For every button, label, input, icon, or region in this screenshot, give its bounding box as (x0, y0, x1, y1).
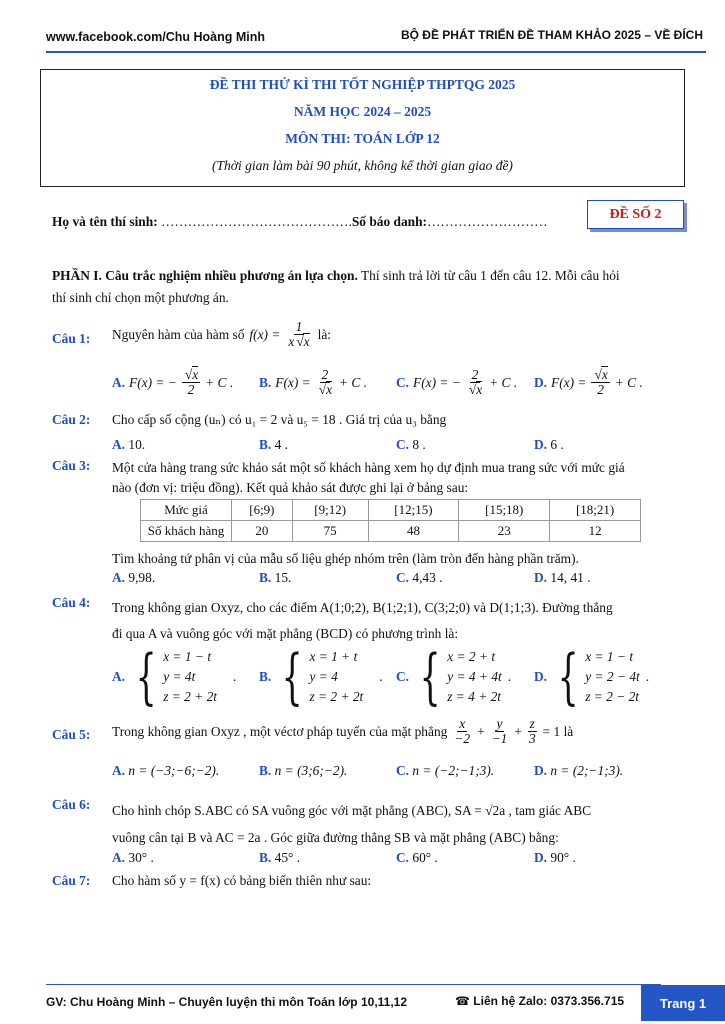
q3-b-value: 15. (274, 570, 292, 585)
q6-c-value: 60° . (412, 850, 438, 865)
q1-denominator (286, 335, 311, 349)
q5-f1-den: −2 (454, 731, 471, 747)
q3-d-letter: D. (534, 570, 548, 585)
q1-label: Câu 1: (52, 331, 91, 346)
table-cell: Số khách hàng (141, 521, 232, 542)
q2-c-letter: C. (396, 437, 410, 452)
q4-line2: đi qua A và vuông góc với mặt phẳng (BCD) có phương trình là: (112, 626, 459, 641)
q1-b-num: 2 (321, 367, 329, 382)
subject: MÔN THI: TOÁN LỚP 12 (285, 131, 440, 146)
q3-c-value: 4,43 . (412, 570, 443, 585)
q4-d-eq-z: z = 2 − 2t (585, 689, 640, 704)
q4-b-eq-x: x = 1 + t (309, 649, 358, 664)
q5-c-letter: C. (396, 763, 410, 778)
q4-d-letter: D. (534, 669, 548, 684)
q1-a-pre: F(x) = − (129, 374, 177, 390)
q6-b-value: 45° . (274, 850, 301, 865)
q1-den-x: x (288, 334, 295, 350)
q4-b-letter: B. (259, 669, 272, 684)
q6-option-d[interactable] (534, 850, 576, 866)
q2-a-value: 10. (128, 437, 146, 452)
q1-d-num: √ x (601, 366, 607, 382)
q5-d-value: n = (2;−1;3). (550, 763, 624, 778)
q1-d-den: 2 (597, 382, 604, 398)
q5-frac-x (452, 717, 472, 746)
q5-f3-den: 3 (528, 731, 536, 747)
student-id-label: Số báo danh: (351, 214, 428, 229)
q6-stem (112, 797, 687, 851)
q1-option-d-letter: D. (534, 374, 548, 390)
q4-a-eq-z: z = 2 + 2t (163, 689, 218, 704)
header-divider (46, 51, 706, 53)
table-row (141, 521, 641, 542)
q4-stem (112, 595, 687, 647)
q1-option-a-letter: A. (112, 374, 126, 390)
phone-icon: ☎ (455, 994, 470, 1008)
q1-numerator: 1 (295, 319, 303, 334)
page-number-badge: Trang 1 (641, 985, 725, 1021)
table-cell: 48 (368, 521, 459, 542)
q3-d-value: 14, 41 . (550, 570, 591, 585)
table-cell: [9;12) (292, 500, 368, 521)
q4-c-eq-y: y = 4 + 4t (447, 669, 502, 684)
q1-b-frac (316, 368, 334, 397)
table-header-row (141, 500, 641, 521)
q2-text: Cho cấp số cộng (uₙ) có u₁ = 2 và u₅ = 18 . Giá trị của u₃ bằng (112, 412, 447, 427)
q2-a-letter: A. (112, 437, 126, 452)
q1-d-pre: F(x) = (551, 374, 587, 390)
q1-a-den: 2 (187, 382, 195, 398)
q6-d-value: 90° . (550, 850, 576, 865)
q4-d-eq-y: y = 2 − 4t (585, 669, 640, 684)
q1-option-c[interactable] (396, 368, 517, 397)
q1-b-pre: F(x) = (275, 374, 311, 390)
q2-label: Câu 2: (52, 412, 91, 427)
q2-option-d[interactable] (534, 437, 564, 453)
q4-option-a[interactable]: A. { x = 1 − t y = 4t z = 2 + 2t . (112, 642, 237, 712)
q4-option-d[interactable]: D. { x = 1 − t y = 2 − 4t z = 2 − 2t . (534, 642, 650, 712)
q3-stem (112, 458, 682, 498)
q1-c-pre: F(x) = − (413, 374, 461, 390)
table-cell: 23 (459, 521, 550, 542)
q2-b-value: 4 . (274, 437, 289, 452)
footer-contact (455, 994, 624, 1008)
q6-d-letter: D. (534, 850, 548, 865)
q1-c-den: √ x (476, 381, 482, 397)
q5-c-value: n = (−2;−1;3). (412, 763, 495, 778)
q6-line2: vuông cân tại B và AC = 2a . Góc giữa đường thẳng SB và mặt phẳng (ABC) bằng: (112, 830, 559, 845)
q2-b-letter: B. (259, 437, 272, 452)
q1-c-num: 2 (471, 367, 479, 382)
q1-b-den: √ x (326, 381, 332, 397)
table-cell: Mức giá (141, 500, 232, 521)
q2-option-a[interactable] (112, 437, 145, 453)
table-cell: 75 (292, 521, 368, 542)
q7-text: Cho hàm số y = f(x) có bảng biến thiên như sau: (112, 873, 372, 888)
table-cell: [15;18) (459, 500, 550, 521)
q3-frequency-table (140, 499, 641, 542)
q3-option-c[interactable] (396, 570, 443, 586)
q4-option-b[interactable]: B. { x = 1 + t y = 4 z = 2 + 2t . (259, 642, 383, 712)
q6-c-letter: C. (396, 850, 410, 865)
q7-label: Câu 7: (52, 873, 91, 888)
q5-option-a[interactable] (112, 763, 219, 779)
q1-c-post: + C . (489, 374, 518, 390)
q6-a-letter: A. (112, 850, 126, 865)
q5-d-letter: D. (534, 763, 548, 778)
q1-a-frac (182, 368, 200, 397)
q1-option-b-letter: B. (259, 374, 272, 390)
table-cell: 12 (550, 521, 641, 542)
q3-option-a[interactable] (112, 570, 155, 586)
q5-stem: Trong không gian Oxyz , một véctơ pháp tuyến của mặt phẳng $\frac{x}{-2}$ + $\frac{y}{-1}$ + $\frac{z}{3}$ = 1 là (112, 716, 574, 747)
q1-den-sqrt: √ x (303, 333, 309, 349)
q3-a-letter: A. (112, 570, 126, 585)
q5-a-value: n = (−3;−6;−2). (128, 763, 220, 778)
student-name-label: Họ và tên thí sinh: (52, 214, 158, 229)
q6-option-a[interactable] (112, 850, 154, 866)
part1-text-2: thí sinh chỉ chọn một phương án. (52, 290, 229, 305)
q5-f2-den: −1 (491, 731, 508, 747)
q4-label: Câu 4: (52, 595, 91, 610)
q4-b-eq-y: y = 4 (309, 669, 338, 684)
table-cell: [18;21) (550, 500, 641, 521)
footer-contact-text: Liên hệ Zalo: 0373.356.715 (473, 994, 625, 1008)
exam-duration: (Thời gian làm bài 90 phút, không kể thời gian giao đề) (212, 158, 513, 173)
exam-number-badge: ĐỀ SỐ 2 (587, 200, 684, 229)
footer-divider (46, 984, 661, 985)
q4-b-eq-z: z = 2 + 2t (309, 689, 364, 704)
q1-end: là: (317, 326, 332, 342)
q2-option-b[interactable] (259, 437, 288, 453)
q6-option-c[interactable] (396, 850, 438, 866)
q5-option-b[interactable] (259, 763, 347, 779)
q3-line1: Một cửa hàng trang sức khảo sát một số khách hàng xem họ dự định mua trang sức với mức giá (112, 460, 625, 475)
q3-label: Câu 3: (52, 458, 91, 473)
q1-text: Nguyên hàm của hàm số (112, 326, 245, 342)
student-id-blank: ……………………… (427, 214, 548, 229)
q6-option-b[interactable] (259, 850, 300, 866)
q4-line1: Trong không gian Oxyz, cho các điểm A(1;0;2), B(1;2;1), C(3;2;0) và D(1;1;3). Đường thẳng (112, 600, 613, 615)
table-cell: 20 (232, 521, 293, 542)
student-info-line (52, 214, 548, 230)
header-series-title: BỘ ĐỀ PHÁT TRIỂN ĐỀ THAM KHẢO 2025 – VỀ ĐÍCH (400, 28, 703, 42)
q3-question: Tìm khoảng tứ phân vị của mẫu số liệu ghép nhóm trên (làm tròn đến hàng phần trăm). (112, 551, 579, 566)
q5-frac-z (527, 717, 538, 746)
q3-option-b[interactable] (259, 570, 291, 586)
q4-c-eq-z: z = 4 + 2t (447, 689, 502, 704)
student-name-blank: ……………………………………. (157, 214, 352, 229)
q3-c-letter: C. (396, 570, 410, 585)
q1-d-frac (591, 368, 609, 397)
q4-a-end: . (233, 669, 237, 684)
q1-fraction (286, 320, 311, 349)
q3-line2: nào (đơn vị: triệu đồng). Kết quả khảo sát được ghi lại ở bảng sau: (112, 480, 469, 495)
footer-teacher: GV: Chu Hoàng Minh – Chuyên luyện thi môn Toán lớp 10,11,12 (46, 995, 408, 1009)
school-year: NĂM HỌC 2024 – 2025 (293, 104, 432, 119)
q5-b-letter: B. (259, 763, 272, 778)
table-cell: [6;9) (232, 500, 293, 521)
q3-b-letter: B. (259, 570, 272, 585)
q5-option-d[interactable] (534, 763, 623, 779)
table-cell: [12;15) (368, 500, 459, 521)
q5-frac-y (490, 717, 510, 746)
q2-d-value: 6 . (550, 437, 564, 452)
q5-b-value: n = (3;6;−2). (274, 763, 348, 778)
q2-c-value: 8 . (412, 437, 426, 452)
q1-stem (112, 320, 331, 349)
q1-option-a[interactable] (112, 368, 233, 397)
q5-label: Câu 5: (52, 727, 91, 742)
part1-text: Thí sinh trả lời từ câu 1 đến câu 12. Mỗi câu hỏi (357, 268, 620, 283)
q5-eq: = 1 là (542, 723, 574, 739)
q1-option-b[interactable] (259, 368, 367, 397)
q1-fx: f(x) = (249, 326, 281, 342)
q4-a-eq-x: x = 1 − t (163, 649, 212, 664)
q1-d-post: + C . (614, 374, 643, 390)
q4-a-eq-y: y = 4t (163, 669, 196, 684)
exam-title: ĐỀ THI THỬ KÌ THI TỐT NGHIỆP THPTQG 2025 (209, 77, 516, 92)
q6-b-letter: B. (259, 850, 272, 865)
q1-c-frac (466, 368, 484, 397)
q2-d-letter: D. (534, 437, 548, 452)
q5-f1-num: x (459, 716, 466, 731)
q5-text: Trong không gian Oxyz , một véctơ pháp tuyến của mặt phẳng (112, 723, 448, 739)
part1-heading: PHẦN I. Câu trắc nghiệm nhiều phương án lựa chọn. (52, 268, 358, 283)
q1-b-post: + C . (339, 374, 368, 390)
q4-c-eq-x: x = 2 + t (447, 649, 496, 664)
header-facebook-link: www.facebook.com/Chu Hoàng Minh (46, 30, 265, 44)
q4-c-letter: C. (396, 669, 410, 684)
q4-option-c[interactable]: C. { x = 2 + t y = 4 + 4t z = 4 + 2t . (396, 642, 512, 712)
q1-option-d[interactable] (534, 368, 643, 397)
q1-a-num: √ x (192, 366, 198, 382)
q1-a-post: + C . (205, 374, 234, 390)
q5-a-letter: A. (112, 763, 126, 778)
q4-b-end: . (379, 669, 383, 684)
q4-d-end: . (645, 669, 650, 684)
q6-line1: Cho hình chóp S.ABC có SA vuông góc với mặt phẳng (ABC), SA = √2a , tam giác ABC (112, 803, 592, 818)
q1-option-c-letter: C. (396, 374, 410, 390)
q3-a-value: 9,98. (128, 570, 156, 585)
q5-f2-num: y (496, 716, 503, 731)
q6-label: Câu 6: (52, 797, 91, 812)
exam-title-box (40, 69, 685, 187)
q4-a-letter: A. (112, 669, 126, 684)
q4-c-end: . (507, 669, 512, 684)
q4-d-eq-x: x = 1 − t (585, 649, 634, 664)
q3-option-d[interactable] (534, 570, 591, 586)
part1-instructions (52, 265, 682, 309)
q5-option-c[interactable] (396, 763, 494, 779)
q2-option-c[interactable] (396, 437, 426, 453)
q5-f3-num: z (529, 716, 535, 731)
q6-a-value: 30° . (128, 850, 154, 865)
